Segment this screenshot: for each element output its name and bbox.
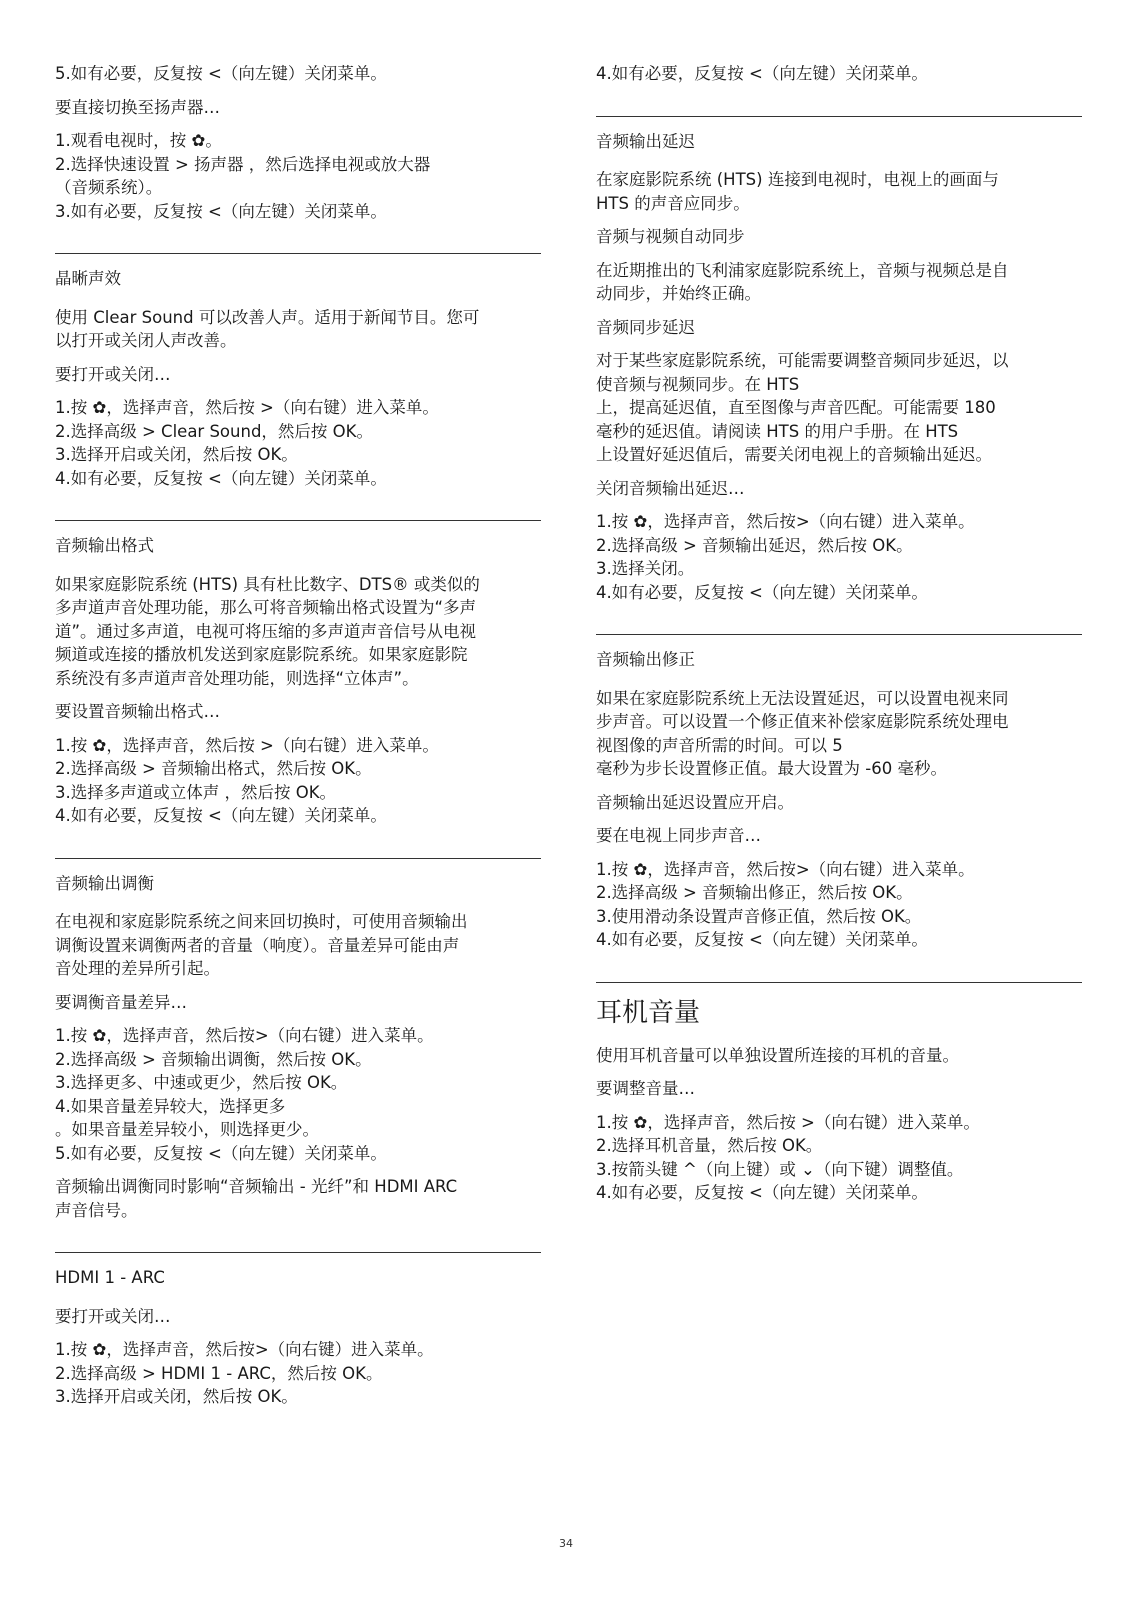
text-line: 如果家庭影院系统 (HTS) 具有杜比数字、DTS® 或类似的 bbox=[55, 574, 480, 594]
text-line: 。如果音量差异较小，则选择更少。 bbox=[55, 1120, 319, 1139]
text-line: 3.使用滑动条设置声音修正值，然后按 OK。 bbox=[596, 906, 922, 926]
text-line: 2.选择高级 > 音频输出延迟，然后按 OK。 bbox=[596, 535, 913, 555]
text-line: 以打开或关闭人声改善。 bbox=[55, 331, 237, 350]
text-line: 5.如有必要，反复按 <（向左键）关闭菜单。 bbox=[55, 64, 387, 83]
text-line: 1.按 ✿，选择声音，然后按>（向右键）进入菜单。 bbox=[596, 859, 975, 879]
text-line: 2.选择耳机音量，然后按 OK。 bbox=[596, 1136, 823, 1155]
text-line: 3.按箭头键 ^（向上键）或 ⌄（向下键）调整值。 bbox=[596, 1159, 964, 1179]
text-line: 1.按 ✿，选择声音，然后按>（向右键）进入菜单。 bbox=[55, 1026, 434, 1045]
section-divider bbox=[55, 858, 541, 859]
section-title: 音频输出格式 bbox=[55, 536, 154, 555]
text-line: 关闭音频输出延迟… bbox=[596, 478, 745, 498]
text-line: 4.如有必要，反复按 <（向左键）关闭菜单。 bbox=[596, 582, 928, 602]
text-line: 4.如有必要，反复按 <（向左键）关闭菜单。 bbox=[55, 806, 387, 825]
section-title: 音频输出延迟 bbox=[596, 131, 695, 151]
text-line: 使用 Clear Sound 可以改善人声。适用于新闻节目。您可 bbox=[55, 307, 480, 327]
text-line: 如果在家庭影院系统上无法设置延迟，可以设置电视来同 bbox=[596, 688, 1009, 708]
text-line: 上设置好延迟值后，需要关闭电视上的音频输出延迟。 bbox=[596, 445, 992, 464]
text-line: 在电视和家庭影院系统之间来回切换时，可使用音频输出 bbox=[55, 912, 468, 931]
text-line: 系统没有多声道声音处理功能，则选择“立体声”。 bbox=[55, 668, 419, 688]
text-line: 3.选择多声道或立体声 ，然后按 OK。 bbox=[55, 782, 337, 802]
paragraph bbox=[55, 991, 541, 1015]
text-line: 要直接切换至扬声器… bbox=[55, 97, 220, 117]
section-divider bbox=[55, 253, 541, 254]
text-line: 音处理的差异所引起。 bbox=[55, 959, 220, 978]
paragraph bbox=[596, 687, 1082, 781]
text-line: 1.观看电视时，按 ✿。 bbox=[55, 131, 222, 150]
paragraph bbox=[596, 1044, 1082, 1068]
text-line: 音频与视频自动同步 bbox=[596, 227, 745, 246]
steps-list bbox=[596, 510, 1082, 604]
text-line: 2.选择高级 > Clear Sound，然后按 OK。 bbox=[55, 421, 373, 441]
text-line: 多声道声音处理功能，那么可将音频输出格式设置为“多声 bbox=[55, 598, 477, 617]
text-line: 2.选择快速设置 > 扬声器 ，然后选择电视或放大器 bbox=[55, 154, 431, 174]
text-line: 在近期推出的飞利浦家庭影院系统上，音频与视频总是自 bbox=[596, 260, 1009, 280]
left-column bbox=[55, 62, 541, 1419]
steps-list bbox=[55, 1338, 541, 1409]
text-line: 4.如有必要，反复按 <（向左键）关闭菜单。 bbox=[596, 64, 928, 83]
section-divider bbox=[596, 982, 1082, 983]
text-line: 4.如有必要，反复按 <（向左键）关闭菜单。 bbox=[55, 468, 387, 488]
text-line: 1.按 ✿，选择声音，然后按 >（向右键）进入菜单。 bbox=[596, 1112, 980, 1132]
text-line: 5.如有必要，反复按 <（向左键）关闭菜单。 bbox=[55, 1143, 387, 1163]
text-line: 1.按 ✿，选择声音，然后按>（向右键）进入菜单。 bbox=[596, 512, 975, 531]
steps-list bbox=[596, 1111, 1082, 1205]
text-line: （音频系统）。 bbox=[55, 178, 163, 197]
section-divider bbox=[596, 116, 1082, 117]
paragraph bbox=[596, 791, 1082, 815]
text-line: HTS 的声音应同步。 bbox=[596, 193, 750, 213]
section-title: HDMI 1 - ARC bbox=[55, 1268, 165, 1287]
section-divider bbox=[55, 1252, 541, 1253]
paragraph bbox=[55, 700, 541, 724]
text-line: 声音信号。 bbox=[55, 1200, 138, 1220]
paragraph bbox=[55, 1305, 541, 1329]
paragraph bbox=[55, 363, 541, 387]
section-title: 音频输出调衡 bbox=[55, 873, 154, 893]
chapter-title: 耳机音量 bbox=[596, 997, 701, 1028]
text-line: 2.选择高级 > HDMI 1 - ARC，然后按 OK。 bbox=[55, 1363, 383, 1383]
steps-list bbox=[55, 734, 541, 828]
text-line: 3.选择更多、中速或更少，然后按 OK。 bbox=[55, 1073, 348, 1092]
text-line: 频道或连接的播放机发送到家庭影院系统。如果家庭影院 bbox=[55, 645, 468, 664]
steps-list bbox=[55, 129, 541, 223]
section-audio-out-offset bbox=[596, 634, 1082, 952]
text-line: 要在电视上同步声音… bbox=[596, 826, 761, 845]
text-line: 2.选择高级 > 音频输出格式，然后按 OK。 bbox=[55, 759, 372, 778]
section-title: 音频输出修正 bbox=[596, 650, 695, 669]
paragraph bbox=[596, 62, 1082, 86]
section-speakers-cont bbox=[55, 62, 541, 223]
text-line: 步声音。可以设置一个修正值来补偿家庭影院系统处理电 bbox=[596, 712, 1009, 731]
right-column bbox=[596, 62, 1082, 1215]
steps-list bbox=[55, 1024, 541, 1165]
text-line: 音频同步延迟 bbox=[596, 317, 695, 337]
text-line: 使用耳机音量可以单独设置所连接的耳机的音量。 bbox=[596, 1045, 959, 1065]
section-headphone-volume bbox=[596, 982, 1082, 1205]
text-line: 毫秒的延迟值。请阅读 HTS 的用户手册。在 HTS bbox=[596, 421, 959, 441]
paragraph bbox=[55, 910, 541, 981]
section-leveling-cont bbox=[596, 62, 1082, 86]
text-line: 调衡设置来调衡两者的音量（响度）。音量差异可能由声 bbox=[55, 935, 460, 955]
text-line: 要调衡音量差异… bbox=[55, 992, 187, 1012]
text-line: 1.按 ✿，选择声音，然后按 >（向右键）进入菜单。 bbox=[55, 398, 439, 417]
text-line: 1.按 ✿，选择声音，然后按 >（向右键）进入菜单。 bbox=[55, 735, 439, 755]
steps-list bbox=[55, 396, 541, 490]
text-line: 要打开或关闭… bbox=[55, 1306, 171, 1326]
paragraph bbox=[596, 168, 1082, 215]
paragraph bbox=[596, 349, 1082, 467]
text-line: 2.选择高级 > 音频输出调衡，然后按 OK。 bbox=[55, 1049, 372, 1069]
text-line: 音频输出调衡同时影响“音频输出 - 光纤”和 HDMI ARC bbox=[55, 1177, 458, 1196]
section-audio-out-delay bbox=[596, 116, 1082, 605]
section-divider bbox=[55, 520, 541, 521]
paragraph bbox=[55, 1175, 541, 1222]
text-line: 3.选择关闭。 bbox=[596, 559, 695, 578]
paragraph bbox=[55, 62, 541, 86]
text-line: 要设置音频输出格式… bbox=[55, 702, 220, 721]
text-line: 音频输出延迟设置应开启。 bbox=[596, 792, 794, 812]
text-line: 1.按 ✿，选择声音，然后按>（向右键）进入菜单。 bbox=[55, 1340, 434, 1359]
page-number: 34 bbox=[559, 1537, 573, 1550]
paragraph bbox=[596, 477, 1082, 501]
text-line: 3.选择开启或关闭，然后按 OK。 bbox=[55, 1387, 298, 1406]
text-line: 视图像的声音所需的时间。可以 5 bbox=[596, 735, 843, 755]
paragraph bbox=[596, 259, 1082, 306]
text-line: 4.如有必要，反复按 <（向左键）关闭菜单。 bbox=[596, 930, 928, 949]
text-line: 上，提高延迟值，直至图像与声音匹配。可能需要 180 bbox=[596, 398, 996, 417]
text-line: 2.选择高级 > 音频输出修正，然后按 OK。 bbox=[596, 883, 913, 902]
text-line: 对于某些家庭影院系统，可能需要调整音频同步延迟，以 bbox=[596, 351, 1009, 370]
text-line: 毫秒为步长设置修正值。最大设置为 -60 毫秒。 bbox=[596, 759, 947, 778]
section-title: 晶晰声效 bbox=[55, 269, 121, 288]
steps-list bbox=[596, 858, 1082, 952]
section-audio-out-format bbox=[55, 520, 541, 828]
paragraph bbox=[55, 573, 541, 691]
section-audio-out-leveling bbox=[55, 858, 541, 1223]
section-hdmi-arc bbox=[55, 1252, 541, 1409]
section-divider bbox=[596, 634, 1082, 635]
text-line: 4.如有必要，反复按 <（向左键）关闭菜单。 bbox=[596, 1183, 928, 1202]
text-line: 道”。通过多声道，电视可将压缩的多声道声音信号从电视 bbox=[55, 621, 477, 641]
text-line: 3.选择开启或关闭，然后按 OK。 bbox=[55, 445, 298, 464]
subheading bbox=[596, 225, 1082, 249]
text-line: 3.如有必要，反复按 <（向左键）关闭菜单。 bbox=[55, 201, 387, 221]
text-line: 使音频与视频同步。在 HTS bbox=[596, 374, 800, 394]
text-line: 动同步，并始终正确。 bbox=[596, 284, 761, 303]
text-line: 4.如果音量差异较大，选择更多 bbox=[55, 1096, 286, 1116]
paragraph bbox=[596, 824, 1082, 848]
paragraph bbox=[55, 306, 541, 353]
paragraph bbox=[596, 1077, 1082, 1101]
text-line: 在家庭影院系统 (HTS) 连接到电视时，电视上的画面与 bbox=[596, 170, 999, 189]
text-line: 要调整音量… bbox=[596, 1079, 695, 1098]
section-clear-sound bbox=[55, 253, 541, 490]
subheading bbox=[596, 316, 1082, 340]
text-line: 要打开或关闭… bbox=[55, 364, 171, 384]
paragraph bbox=[55, 96, 541, 120]
